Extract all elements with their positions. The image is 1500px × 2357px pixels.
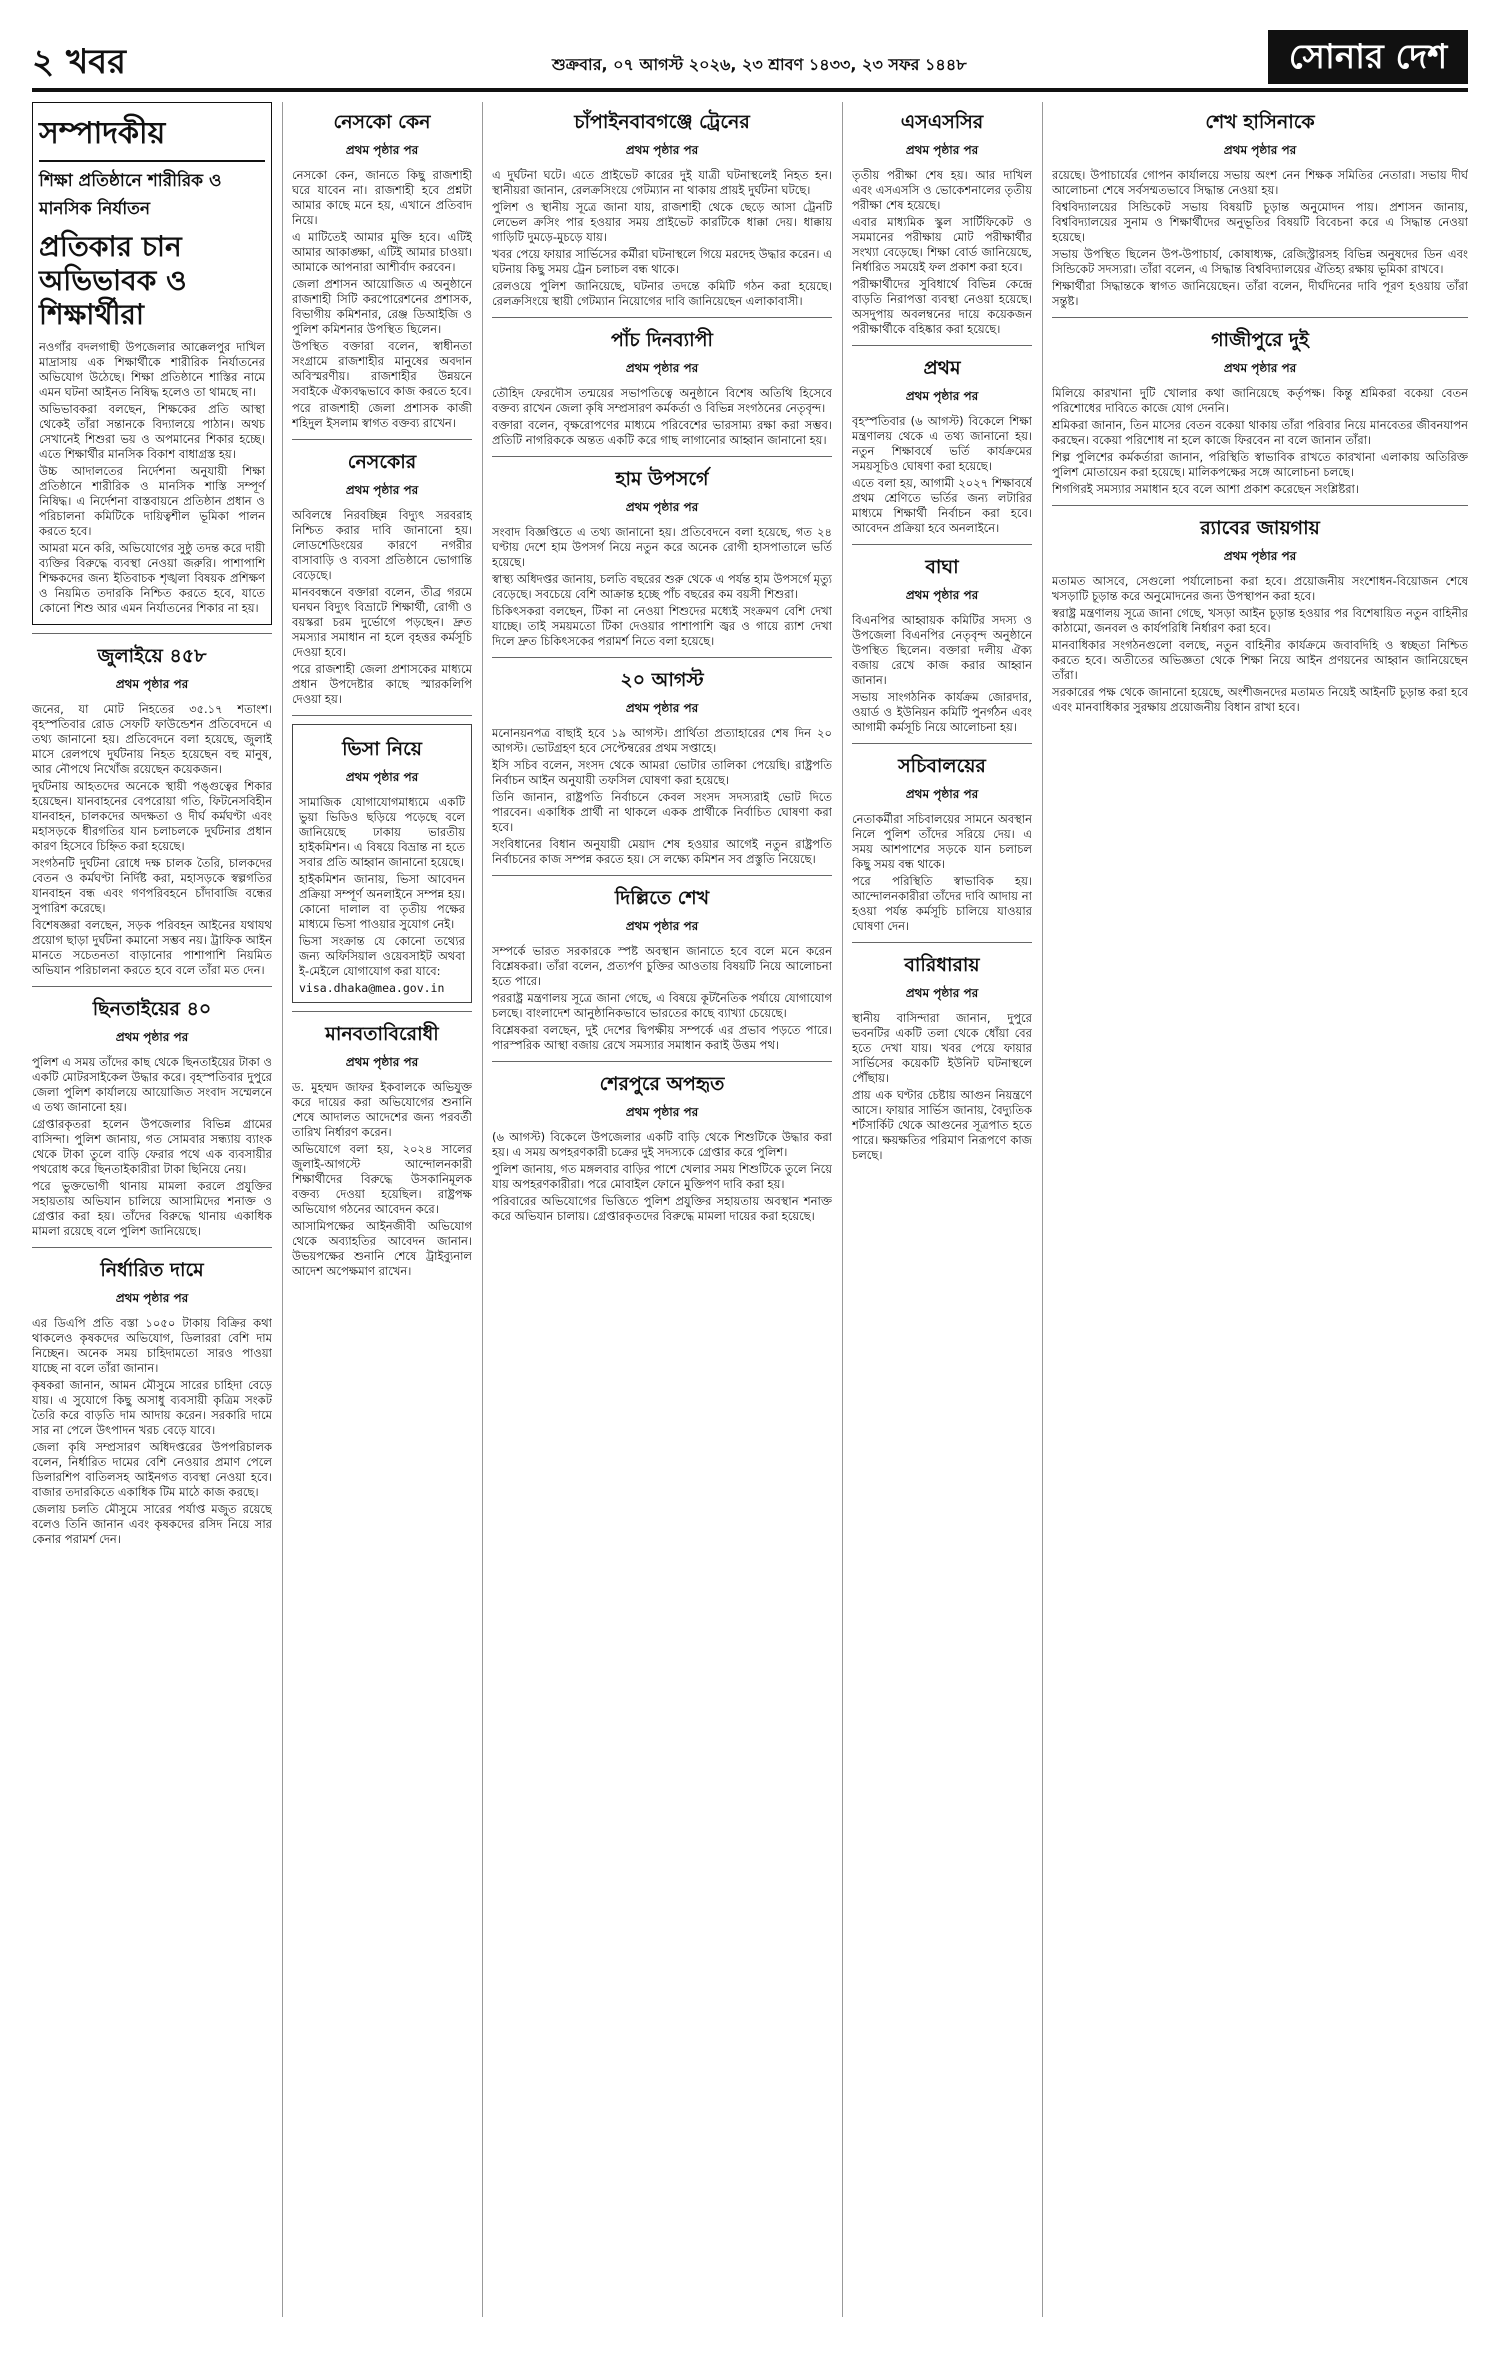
divider [32,1247,272,1248]
story-paragraph: রেলওয়ে পুলিশ জানিয়েছে, ঘটনার তদন্তে কমিটি গঠন করা হয়েছে। রেলক্রসিংয়ে স্থায়ী গেটম্যান নিয়োগের দাবি জানিয়েছেন এলাকাবাসী। [492,279,832,308]
editorial-box [32,102,272,625]
story-paragraph: জনের, যা মোট নিহতের ৩৫.১৭ শতাংশ। বৃহস্পতিবার রোড সেফটি ফাউন্ডেশন প্রতিবেদনে এ তথ্য জানানো হয়। প্রতিবেদনে বলা হয়েছে, জুলাই মাসে রেলপথে দুর্ঘটনায় নিহত হয়েছেন বহু মানুষ, আর নৌপথে নিখোঁজ রয়েছেন কয়েকজন। [32,702,272,776]
story-paragraph: পরে রাজশাহী জেলা প্রশাসকের মাধ্যমে প্রধান উপদেষ্টার কাছে স্মারকলিপি দেওয়া হয়। [292,662,472,706]
story-fixed-price [32,1256,272,1547]
story-five-day [492,326,832,448]
column-3 [492,102,832,2317]
continued-label: প্রথম পৃষ্ঠার পর [625,500,699,514]
continued-label: প্রথম পৃষ্ঠার পর [115,1030,189,1044]
continued-label: প্রথম পৃষ্ঠার পর [1223,143,1297,157]
continued-label: প্রথম পৃষ্ঠার পর [1223,549,1297,563]
story-title: প্রথম [923,357,961,379]
story-paragraph: শিগগিরই সমস্যার সমাধান হবে বলে আশা প্রকাশ করেছেন সংশ্লিষ্টরা। [1052,482,1359,496]
divider [492,317,832,318]
story-paragraph: সম্পর্কে ভারত সরকারকে স্পষ্ট অবস্থান জানাতে হবে বলে মনে করেন বিশ্লেষকরা। তাঁরা বলেন, প্রত্যর্পণ চুক্তির আওতায় বিষয়টি নিয়ে আলোচনা হতে পারে। [492,944,832,988]
story-paragraph: বিশ্ববিদ্যালয়ের সিন্ডিকেট সভায় বিষয়টি চূড়ান্ত অনুমোদন পায়। প্রশাসন জানায়, বিশ্ববিদ্যালয়ের সুনাম ও শিক্ষার্থীদের অনুভূতির বিষয়টি বিবেচনা করে এ সিদ্ধান্ত নেওয়া হয়েছে। [1052,200,1468,244]
story-paragraph: খবর পেয়ে ফায়ার সার্ভিসের কর্মীরা ঘটনাস্থলে গিয়ে মরদেহ উদ্ধার করেন। এ ঘটনায় কিছু সময় ট্রেন চলাচল বন্ধ থাকে। [492,247,832,276]
story-paragraph: মতামত আসবে, সেগুলো পর্যালোচনা করা হবে। প্রয়োজনীয় সংশোধন-বিয়োজন শেষে খসড়াটি চূড়ান্ত করে অনুমোদনের জন্য উপস্থাপন করা হবে। [1052,574,1468,603]
story-paragraph: চিকিৎসকরা বলছেন, টিকা না নেওয়া শিশুদের মধ্যেই সংক্রমণ বেশি দেখা যাচ্ছে। তাই সময়মতো টিকা দেওয়ার পাশাপাশি জ্বর ও গায়ে র‍্যাশ দেখা দিলে দ্রুত চিকিৎসকের পরামর্শ নিতে বলা হয়েছে। [492,604,832,648]
story-paragraph: নেতাকর্মীরা সচিবালয়ের সামনে অবস্থান নিলে পুলিশ তাঁদের সরিয়ে দেয়। এ সময় আশপাশের সড়কে যান চলাচল কিছু সময় বন্ধ থাকে। [852,812,1032,871]
divider [32,633,272,634]
story-paragraph: মনোনয়নপত্র বাছাই হবে ১৯ আগস্ট। প্রার্থিতা প্রত্যাহারের শেষ দিন ২০ আগস্ট। ভোটগ্রহণ হবে সেপ্টেম্বরের প্রথম সপ্তাহে। [492,726,832,755]
story-paragraph: সামাজিক যোগাযোগমাধ্যমে একটি ভুয়া ভিডিও ছড়িয়ে পড়েছে বলে জানিয়েছে ঢাকায় ভারতীয় হাইকমিশন। এ বিষয়ে বিভ্রান্ত না হতে সবার প্রতি আহ্বান জানানো হয়েছে। [299,795,465,869]
continued-label: প্রথম পৃষ্ঠার পর [345,483,419,497]
story-title: গাজীপুরে দুই [1211,329,1309,351]
continued-label: প্রথম পৃষ্ঠার পর [625,361,699,375]
divider [492,657,832,658]
story-paragraph: পররাষ্ট্র মন্ত্রণালয় সূত্রে জানা গেছে, এ বিষয়ে কূটনৈতিক পর্যায়ে যোগাযোগ চলছে। বাংলাদেশ আনুষ্ঠানিকভাবে ভারতের কাছে ব্যাখ্যা চেয়েছে। [492,991,832,1020]
story-paragraph: পরে ভুক্তভোগী থানায় মামলা করলে প্রযুক্তির সহায়তায় অভিযান চালিয়ে আসামিদের শনাক্ত ও গ্রেপ্তার করা হয়। তাঁদের বিরুদ্ধে থানায় একাধিক মামলা রয়েছে বলে পুলিশ জানিয়েছে। [32,1179,272,1238]
story-paragraph: পুলিশ জানায়, গত মঙ্গলবার বাড়ির পাশে খেলার সময় শিশুটিকে তুলে নিয়ে যায় অপহরণকারীরা। পরে মোবাইল ফোনে মুক্তিপণ দাবি করা হয়। [492,1162,832,1191]
story-nesco [292,448,472,707]
story-july-458 [32,642,272,978]
newspaper-logo: সোনার দেশ [1268,30,1468,84]
divider [32,986,272,987]
story-paragraph: পরে পরিস্থিতি স্বাভাবিক হয়। আন্দোলনকারীরা তাঁদের দাবি আদায় না হওয়া পর্যন্ত কর্মসূচি চালিয়ে যাওয়ার ঘোষণা দেন। [852,874,1032,933]
story-secretariat [852,752,1032,934]
story-paragraph: শিক্ষার্থীরা সিদ্ধান্তকে স্বাগত জানিয়েছেন। তাঁরা বলেন, দীর্ঘদিনের দাবি পূরণ হওয়ায় তাঁরা সন্তুষ্ট। [1052,279,1468,308]
divider [292,439,472,440]
story-paragraph: শিল্প পুলিশের কর্মকর্তারা জানান, পরিস্থিতি স্বাভাবিক রাখতে কারখানা এলাকায় অতিরিক্ত পুলিশ মোতায়েন করা হয়েছে। মালিকপক্ষের সঙ্গে আলোচনা চলছে। [1052,450,1468,479]
story-paragraph: এ দুর্ঘটনা ঘটে। এতে প্রাইভেট কারের দুই যাত্রী ঘটনাস্থলেই নিহত হন। স্থানীয়রা জানান, রেলক্রসিংয়ে গেটম্যান না থাকায় প্রায়ই দুর্ঘটনা ঘটছে। [492,168,832,197]
story-title: শেরপুরে অপহৃত [599,1073,725,1095]
continued-label: প্রথম পৃষ্ঠার পর [115,677,189,691]
divider [852,743,1032,744]
story-paragraph: এবার মাধ্যমিক স্কুল সার্টিফিকেট ও সমমানের পরীক্ষায় মোট পরীক্ষার্থীর সংখ্যা বেড়েছে। শিক্ষা বোর্ড জানিয়েছে, নির্ধারিত সময়েই ফল প্রকাশ করা হবে। [852,215,1032,274]
editorial-paragraph: নওগাঁর বদলগাছী উপজেলার আক্কেলপুর দাখিল মাদ্রাসায় এক শিক্ষার্থীকে শারীরিক নির্যাতনের অভিযোগ উঠেছে। শিক্ষা প্রতিষ্ঠানে শাস্তির নামে এমন ঘটনা আইনত নিষিদ্ধ হলেও তা থামছে না। [39,340,265,399]
story-paragraph: তিনি জানান, রাষ্ট্রপতি নির্বাচনে কেবল সংসদ সদস্যরাই ভোট দিতে পারবেন। একাধিক প্রার্থী না থাকলে একক প্রার্থীকে নির্বাচিত ঘোষণা করা হবে। [492,790,832,834]
divider [852,942,1032,943]
column-2 [292,102,472,2317]
story-baridhara [852,951,1032,1163]
column-1 [32,102,272,2317]
story-title: ২০ আগস্ট [620,669,704,691]
story-paragraph: মিলিয়ে কারখানা দুটি খোলার কথা জানিয়েছে কর্তৃপক্ষ। কিন্তু শ্রমিকরা বকেয়া বেতন পরিশোধের দাবিতে কাজে যোগ দেননি। [1052,386,1468,415]
story-delhi [492,884,832,1053]
story-paragraph: তৃতীয় পরীক্ষা শেষ হয়। আর দাখিল এবং এসএসসি ও ভোকেশনালের তৃতীয় পরীক্ষা শেষ হয়েছে। [852,168,1032,212]
story-train [492,108,832,309]
continued-label: প্রথম পৃষ্ঠার পর [625,1105,699,1119]
divider [492,456,832,457]
story-paragraph: সভায় উপস্থিত ছিলেন উপ-উপাচার্য, কোষাধ্যক্ষ, রেজিস্ট্রারসহ বিভিন্ন অনুষদের ডিন এবং সিন্ডিকেট সদস্যরা। তাঁরা বলেন, এ সিদ্ধান্ত বিশ্ববিদ্যালয়ের ঐতিহ্য রক্ষায় ভূমিকা রাখবে। [1052,247,1468,276]
continued-label: প্রথম পৃষ্ঠার পর [905,143,979,157]
divider [292,1011,472,1012]
story-paragraph: (৬ আগস্ট) বিকেলে উপজেলার একটি বাড়ি থেকে শিশুটিকে উদ্ধার করা হয়। এ সময় অপহরণকারী চক্রের দুই সদস্যকে গ্রেপ্তার করে পুলিশ। [492,1130,832,1159]
editorial-subhead: শিক্ষা প্রতিষ্ঠানে শারীরিক ও মানসিক নির্যাতন [39,171,222,219]
story-nesco-why [292,108,472,431]
story-title: চাঁপাইনবাবগঞ্জে ট্রেনের [574,111,750,133]
story-paragraph: পরীক্ষার্থীদের সুবিধার্থে বিভিন্ন কেন্দ্রে বাড়তি নিরাপত্তা ব্যবস্থা নেওয়া হয়েছে। অসদুপায় অবলম্বনের দায়ে কয়েকজন পরীক্ষার্থীকে বহিষ্কার করা হয়েছে। [852,277,1032,336]
story-paragraph: বক্তারা বলেন, বৃক্ষরোপণের মাধ্যমে পরিবেশের ভারসাম্য রক্ষা করা সম্ভব। প্রতিটি নাগরিককে অন্তত একটি করে গাছ লাগানোর আহ্বান জানানো হয়। [492,418,832,447]
divider [492,875,832,876]
story-paragraph: কৃষকরা জানান, আমন মৌসুমে সারের চাহিদা বেড়ে যায়। এ সুযোগে কিছু অসাধু ব্যবসায়ী কৃত্রিম সংকট তৈরি করে বাড়তি দাম আদায় করেন। সরকারি দামে সার না পেলে উৎপাদন খরচ বেড়ে যাবে। [32,1378,272,1437]
story-snatching-40 [32,995,272,1239]
story-paragraph: এতে বলা হয়, আগামী ২০২৭ শিক্ষাবর্ষে প্রথম শ্রেণিতে ভর্তির জন্য লটারির মাধ্যমে শিক্ষার্থী নির্বাচন করা হবে। আবেদন প্রক্রিয়া হবে অনলাইনে। [852,476,1032,535]
editorial-label: সম্পাদকীয় [39,109,265,162]
continued-label: প্রথম পৃষ্ঠার পর [625,701,699,715]
visa-email-link[interactable]: visa.dhaka@mea.gov.in [299,981,445,995]
story-paragraph: পুলিশ ও স্থানীয় সূত্রে জানা যায়, রাজশাহী থেকে ছেড়ে আসা ট্রেনটি লেভেল ক্রসিং পার হওয়ার সময় প্রাইভেট কারটিকে ধাক্কা দেয়। ধাক্কায় গাড়িটি দুমড়ে-মুচড়ে যায়। [492,200,832,244]
continued-label: প্রথম পৃষ্ঠার পর [1223,361,1297,375]
story-paragraph: তৌহিদ ফেরদৌস তন্ময়ের সভাপতিত্বে অনুষ্ঠানে বিশেষ অতিথি হিসেবে বক্তব্য রাখেন জেলা কৃষি সম্প্রসারণ কর্মকর্তা ও বিভিন্ন সংগঠনের নেতৃবৃন্দ। [492,386,832,415]
continued-label: প্রথম পৃষ্ঠার পর [905,588,979,602]
story-paragraph: পরিবারের অভিযোগের ভিত্তিতে পুলিশ প্রযুক্তির সহায়তায় অবস্থান শনাক্ত করে অভিযান চালায়। গ্রেপ্তারকৃতদের বিরুদ্ধে মামলা দায়ের করা হয়েছে। [492,1194,832,1223]
story-title: দিল্লিতে শেখ [614,887,710,909]
divider [1052,317,1468,318]
story-title: মানবতাবিরোধী [325,1023,439,1045]
story-crimes-against-humanity [292,1020,472,1279]
editorial-headline: প্রতিকার চান অভিভাবক ও শিক্ষার্থীরা [39,230,187,331]
story-title: ভিসা নিয়ে [342,738,422,760]
story-paragraph: বিশ্লেষকরা বলছেন, দুই দেশের দ্বিপক্ষীয় সম্পর্কে এর প্রভাব পড়তে পারে। পারস্পরিক আস্থা বজায় রেখে সমস্যার সমাধান করাই উত্তম পথ। [492,1023,832,1052]
story-paragraph: সংগঠনটি দুর্ঘটনা রোধে দক্ষ চালক তৈরি, চালকদের বেতন ও কর্মঘণ্টা নির্দিষ্ট করা, মহাসড়কে স্বল্পগতির যানবাহন বন্ধ এবং গণপরিবহনে চাঁদাবাজি বন্ধের সুপারিশ করেছে। [32,856,272,915]
story-paragraph: রয়েছে। উপাচার্যের গোপন কার্যালয়ে সভায় অংশ নেন শিক্ষক সমিতির নেতারা। সভায় দীর্ঘ আলোচনা শেষে সর্বসম্মতভাবে সিদ্ধান্ত নেওয়া হয়। [1052,168,1468,197]
editorial-paragraph: উচ্চ আদালতের নির্দেশনা অনুযায়ী শিক্ষা প্রতিষ্ঠানে শারীরিক ও মানসিক শাস্তি সম্পূর্ণ নিষিদ্ধ। এ নির্দেশনা বাস্তবায়নে প্রতিষ্ঠান প্রধান ও পরিচালনা কমিটিকে দায়িত্বশীল ভূমিকা পালন করতে হবে। [39,464,265,538]
continued-label: প্রথম পৃষ্ঠার পর [905,787,979,801]
continued-label: প্রথম পৃষ্ঠার পর [345,770,419,784]
story-paragraph: জেলা প্রশাসন আয়োজিত এ অনুষ্ঠানে রাজশাহী সিটি করপোরেশনের প্রশাসক, বিভাগীয় কমিশনার, রেঞ্জ ডিআইজি ও পুলিশ কমিশনার উপস্থিত ছিলেন। [292,277,472,336]
story-paragraph: বিএনপির আহ্বায়ক কমিটির সদস্য ও উপজেলা বিএনপির নেতৃবৃন্দ অনুষ্ঠানে উপস্থিত ছিলেন। বক্তারা দলীয় ঐক্য বজায় রেখে কাজ করার আহ্বান জানান। [852,613,1032,687]
continued-label: প্রথম পৃষ্ঠার পর [345,1055,419,1069]
story-paragraph: সংবিধানের বিধান অনুযায়ী মেয়াদ শেষ হওয়ার আগেই নতুন রাষ্ট্রপতি নির্বাচনের কাজ সম্পন্ন করতে হয়। সে লক্ষ্যে কমিশন সব প্রস্তুতি নিয়েছে। [492,837,832,866]
column-divider [842,102,843,2317]
story-paragraph: অভিযোগে বলা হয়, ২০২৪ সালের জুলাই-আগস্টে আন্দোলনকারী শিক্ষার্থীদের বিরুদ্ধে উসকানিমূলক বক্তব্য দেওয়া হয়েছিল। রাষ্ট্রপক্ষ অভিযোগ গঠনের আবেদন করে। [292,1142,472,1216]
continued-label: প্রথম পৃষ্ঠার পর [625,919,699,933]
continued-label: প্রথম পৃষ্ঠার পর [905,986,979,1000]
story-paragraph: ভিসা সংক্রান্ত যে কোনো তথ্যের জন্য অফিসিয়াল ওয়েবসাইট অথবা ই-মেইলে যোগাযোগ করা যাবে: [299,934,465,978]
divider [852,544,1032,545]
story-paragraph: হাইকমিশন জানায়, ভিসা আবেদন প্রক্রিয়া সম্পূর্ণ অনলাইনে সম্পন্ন হয়। কোনো দালাল বা তৃতীয় পক্ষের মাধ্যমে ভিসা পাওয়ার সুযোগ নেই। [299,872,465,931]
story-paragraph: ইসি সচিব বলেন, সংসদ থেকে আমরা ভোটার তালিকা পেয়েছি। রাষ্ট্রপতি নির্বাচন আইন অনুযায়ী তফসিল ঘোষণা করা হয়েছে। [492,758,832,787]
story-sherpur [492,1070,832,1224]
masthead [32,30,1468,92]
story-paragraph: মানববন্ধনে বক্তারা বলেন, তীব্র গরমে ঘনঘন বিদ্যুৎ বিভ্রাটে শিক্ষার্থী, রোগী ও বয়স্করা চরম দুর্ভোগে পড়ছেন। দ্রুত সমস্যার সমাধান না হলে বৃহত্তর কর্মসূচি দেওয়া হবে। [292,585,472,659]
story-title: এসএসসির [900,111,984,133]
editorial-paragraph: আমরা মনে করি, অভিযোগের সুষ্ঠু তদন্ত করে দায়ী ব্যক্তির বিরুদ্ধে ব্যবস্থা নেওয়া জরুরি। পাশাপাশি শিক্ষকদের জন্য ইতিবাচক শৃঙ্খলা বিষয়ক প্রশিক্ষণ ও নিয়মিত তদারকি নিশ্চিত করতে হবে, যাতে কোনো শিশু আর এমন নির্যাতনের শিকার না হয়। [39,541,265,615]
story-paragraph: বৃহস্পতিবার (৬ আগস্ট) বিকেলে শিক্ষা মন্ত্রণালয় থেকে এ তথ্য জানানো হয়। নতুন শিক্ষাবর্ষে ভর্তি কার্যক্রমের সময়সূচিও ঘোষণা করা হয়েছে। [852,414,1032,473]
continued-label: প্রথম পৃষ্ঠার পর [115,1291,189,1305]
date-line: শুক্রবার, ০৭ আগস্ট ২০২৬, ২৩ শ্রাবণ ১৪৩৩, ২৩ সফর ১৪৪৮ [552,55,967,74]
story-paragraph: আসামিপক্ষের আইনজীবী অভিযোগ থেকে অব্যাহতির আবেদন জানান। উভয়পক্ষের শুনানি শেষে ট্রাইব্যুনাল আদেশ অপেক্ষমাণ রাখেন। [292,1219,472,1278]
story-paragraph: উপস্থিত বক্তারা বলেন, স্বাধীনতা সংগ্রামে রাজশাহীর মানুষের অবদান অবিস্মরণীয়। রাজশাহীর উন্নয়নে সবাইকে ঐক্যবদ্ধভাবে কাজ করতে হবে। [292,339,472,398]
continued-label: প্রথম পৃষ্ঠার পর [905,389,979,403]
story-august-20 [492,666,832,867]
story-rab [1052,514,1468,715]
column-divider [482,102,483,2317]
story-title: বারিধারায় [904,954,980,976]
continued-label: প্রথম পৃষ্ঠার পর [345,143,419,157]
story-title: নেসকো কেন [333,111,431,133]
story-paragraph: পুলিশ এ সময় তাঁদের কাছ থেকে ছিনতাইয়ের টাকা ও একটি মোটরসাইকেল উদ্ধার করে। বৃহস্পতিবার দুপুরে জেলা পুলিশ কার্যালয়ে আয়োজিত সংবাদ সম্মেলনে এ তথ্য জানানো হয়। [32,1055,272,1114]
continued-label: প্রথম পৃষ্ঠার পর [625,143,699,157]
column-divider [282,102,283,2317]
story-title: পাঁচ দিনব্যাপী [611,329,713,351]
story-paragraph: নেসকো কেন, জানতে কিছু রাজশাহী ঘরে যাবেন না। রাজশাহী হবে প্রশ্নটা আমার কাছে মনে হয়, এখানে প্রতিবাদ নিয়ে। [292,168,472,227]
story-paragraph: প্রায় এক ঘণ্টার চেষ্টায় আগুন নিয়ন্ত্রণে আসে। ফায়ার সার্ভিস জানায়, বৈদ্যুতিক শর্টসার্কিট থেকে আগুনের সূত্রপাত হতে পারে। ক্ষয়ক্ষতির পরিমাণ নিরূপণে কাজ চলছে। [852,1088,1032,1162]
divider [852,345,1032,346]
story-title: জুলাইয়ে ৪৫৮ [97,645,207,667]
story-title: নেসকোর [347,451,417,473]
story-paragraph: অবিলম্বে নিরবচ্ছিন্ন বিদ্যুৎ সরবরাহ নিশ্চিত করার দাবি জানানো হয়। লোডশেডিংয়ের কারণে নগরীর বাসাবাড়ি ও ব্যবসা প্রতিষ্ঠানে ভোগান্তি বেড়েছে। [292,508,472,582]
divider [492,1061,832,1062]
story-title: শেখ হাসিনাকে [1205,111,1315,133]
story-visa [292,724,472,1003]
column-4 [852,102,1032,2317]
story-paragraph: এর ডিএপি প্রতি বস্তা ১০৫০ টাকায় বিক্রির কথা থাকলেও কৃষকদের অভিযোগ, ডিলাররা বেশি দাম নিচ্ছেন। অনেক সময় চাহিদামতো সারও পাওয়া যাচ্ছে না বলে তাঁরা জানান। [32,1316,272,1375]
story-paragraph: ড. মুহম্মদ জাফর ইকবালকে অভিযুক্ত করে দায়ের করা অভিযোগের শুনানি শেষে আদালত আদেশের জন্য পরবর্তী তারিখ নির্ধারণ করেন। [292,1080,472,1139]
divider [1052,505,1468,506]
story-title: ছিনতাইয়ের ৪০ [92,998,212,1020]
story-paragraph: স্বরাষ্ট্র মন্ত্রণালয় সূত্রে জানা গেছে, খসড়া আইন চূড়ান্ত হওয়ার পর বিশেষায়িত নতুন বাহিনীর কাঠামো, জনবল ও কার্যপরিধি নির্ধারণ করা হবে। [1052,606,1468,635]
story-paragraph: সংবাদ বিজ্ঞপ্তিতে এ তথ্য জানানো হয়। প্রতিবেদনে বলা হয়েছে, গত ২৪ ঘণ্টায় দেশে হাম উপসর্গ নিয়ে নতুন করে অনেক রোগী হাসপাতালে ভর্তি হয়েছে। [492,525,832,569]
story-paragraph: মানবাধিকার সংগঠনগুলো বলছে, নতুন বাহিনীর কার্যক্রমে জবাবদিহি ও স্বচ্ছতা নিশ্চিত করতে হবে। অতীতের অভিজ্ঞতা থেকে শিক্ষা নিয়ে আইন প্রণয়নের আহ্বান জানিয়েছেন তাঁরা। [1052,638,1468,682]
page-label: ২ খবর [32,42,126,82]
story-paragraph: পরে রাজশাহী জেলা প্রশাসক কাজী শহিদুল ইসলাম স্বাগত বক্তব্য রাখেন। [292,401,472,430]
story-title: নির্ধারিত দামে [100,1259,204,1281]
divider [292,715,472,716]
story-title: র‍্যাবের জায়গায় [1200,517,1320,539]
story-paragraph: বিশেষজ্ঞরা বলছেন, সড়ক পরিবহন আইনের যথাযথ প্রয়োগ ছাড়া দুর্ঘটনা কমানো সম্ভব নয়। ট্রাফিক আইন মানতে সচেতনতা বাড়ানোর পাশাপাশি নিয়মিত অভিযান পরিচালনা করতে হবে বলে তাঁরা মত দেন। [32,918,272,977]
story-paragraph: গ্রেপ্তারকৃতরা হলেন উপজেলার বিভিন্ন গ্রামের বাসিন্দা। পুলিশ জানায়, গত সোমবার সন্ধ্যায় ব্যাংক থেকে টাকা তুলে বাড়ি ফেরার পথে এক ব্যবসায়ীর পথরোধ করে ছিনতাইকারীরা টাকা ছিনিয়ে নেয়। [32,1117,272,1176]
story-paragraph: স্বাস্থ্য অধিদপ্তর জানায়, চলতি বছরের শুরু থেকে এ পর্যন্ত হাম উপসর্গে মৃত্যু বেড়েছে। সবচেয়ে বেশি আক্রান্ত হচ্ছে পাঁচ বছরের কম বয়সী শিশুরা। [492,572,832,601]
story-title: বাঘা [925,556,959,578]
column-5 [1052,102,1468,2317]
column-divider [1042,102,1043,2317]
editorial-body [39,340,265,616]
story-gazipur [1052,326,1468,497]
story-first [852,354,1032,536]
story-paragraph: শ্রমিকরা জানান, তিন মাসের বেতন বকেয়া থাকায় তাঁরা পরিবার নিয়ে মানবেতর জীবনযাপন করছেন। বকেয়া পরিশোধ না হলে কাজে ফিরবেন না বলে জানান তাঁরা। [1052,418,1468,447]
story-paragraph: জেলায় চলতি মৌসুমে সারের পর্যাপ্ত মজুত রয়েছে বলেও তিনি জানান এবং কৃষকদের রসিদ নিয়ে সার কেনার পরামর্শ দেন। [32,1502,272,1546]
story-paragraph: সরকারের পক্ষ থেকে জানানো হয়েছে, অংশীজনদের মতামত নিয়েই আইনটি চূড়ান্ত করা হবে এবং মানবাধিকার সুরক্ষায় প্রয়োজনীয় বিধান রাখা হবে। [1052,685,1468,714]
story-title: সচিবালয়ের [898,755,986,777]
story-bagha [852,553,1032,735]
story-paragraph: সভায় সাংগঠনিক কার্যক্রম জোরদার, ওয়ার্ড ও ইউনিয়ন কমিটি পুনর্গঠন এবং আগামী কর্মসূচি নিয়ে আলোচনা হয়। [852,690,1032,734]
story-ssc [852,108,1032,337]
story-title: হাম উপসর্গে [615,468,709,490]
story-paragraph: জেলা কৃষি সম্প্রসারণ অধিদপ্তরের উপপরিচালক বলেন, নির্ধারিত দামের বেশি নেওয়ার প্রমাণ পেলে ডিলারশিপ বাতিলসহ আইনগত ব্যবস্থা নেওয়া হবে। বাজার তদারকিতে একাধিক টিম মাঠে কাজ করছে। [32,1440,272,1499]
story-paragraph: এ মাটিতেই আমার মুক্তি হবে। এটিই আমার আকাঙ্ক্ষা, এটিই আমার চাওয়া। আমাকে আপনারা আশীর্বাদ করবেন। [292,230,472,274]
story-measles [492,465,832,649]
story-paragraph: স্থানীয় বাসিন্দারা জানান, দুপুরে ভবনটির একটি তলা থেকে ধোঁয়া বের হতে দেখা যায়। খবর পেয়ে ফায়ার সার্ভিসের কয়েকটি ইউনিট ঘটনাস্থলে পৌঁছায়। [852,1011,1032,1085]
story-paragraph: দুর্ঘটনায় আহতদের অনেকে স্থায়ী পঙ্গুত্বের শিকার হয়েছেন। যানবাহনের বেপরোয়া গতি, ফিটনেসবিহীন যানবাহন, চালকদের অদক্ষতা ও দীর্ঘ কর্মঘণ্টা এবং মহাসড়কে ধীরগতির যান চলাচলকে দুর্ঘটনার প্রধান কারণ হিসেবে চিহ্নিত করা হয়েছে। [32,779,272,853]
editorial-paragraph: অভিভাবকরা বলছেন, শিক্ষকের প্রতি আস্থা থেকেই তাঁরা সন্তানকে বিদ্যালয়ে পাঠান। অথচ সেখানেই শিশুরা ভয় ও অপমানের শিকার হচ্ছে। এতে শিক্ষার্থীর মানসিক বিকাশ বাধাগ্রস্ত হয়। [39,402,265,461]
story-sheikh-hasina [1052,108,1468,309]
